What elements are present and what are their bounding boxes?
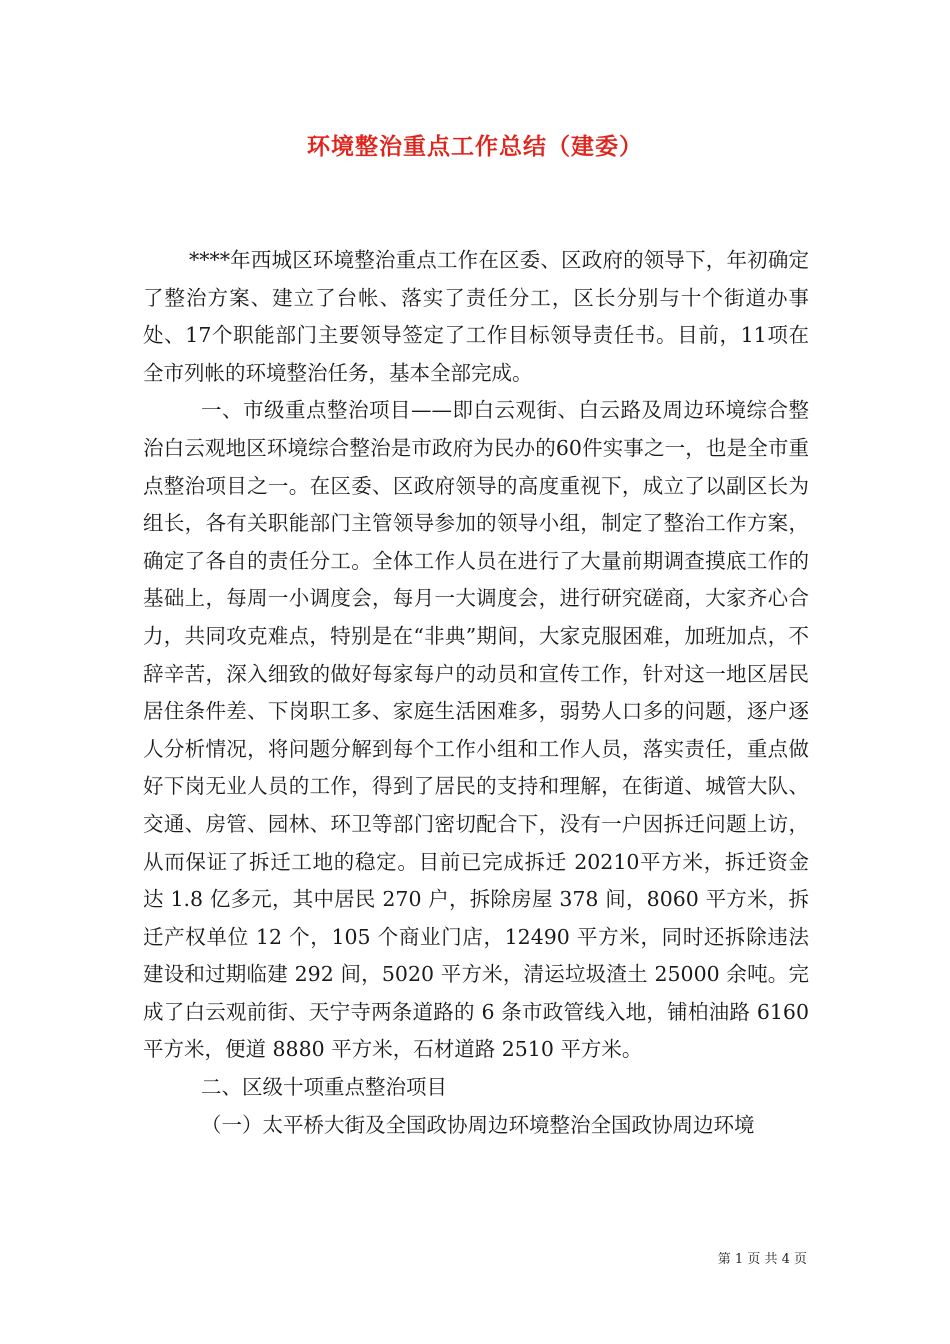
paragraph-intro: ****年西城区环境整治重点工作在区委、区政府的领导下，年初确定了整治方案、建立了台帐、落实了责任分工，区长分别与十个街道办事处、17个职能部门主要领导签定了工作目标领导责任书。目前，11项在全市列帐的环境整治任务，基本全部完成。	[143, 248, 809, 385]
page-number-footer: 第 1 页 共 4 页	[717, 1252, 807, 1267]
paragraph-subsection-1: （一）太平桥大街及全国政协周边环境整治全国政协周边环境	[201, 1112, 755, 1137]
document-body	[143, 242, 809, 1144]
paragraph-section-1: 一、市级重点整治项目——即白云观街、白云路及周边环境综合整治白云观地区环境综合整治是市政府为民办的60件实事之一，也是全市重点整治项目之一。在区委、区政府领导的高度重视下，成立了以副区长为组长，各有关职能部门主管领导参加的领导小组，制定了整治工作方案，确定了各自的责任分工。全体工作人员在进行了大量前期调查摸底工作的基础上，每周一小调度会，每月一大调度会，进行研究磋商，大家齐心合力，共同攻克难点，特别是在“非典”期间，大家克服困难，加班加点，不辞辛苦，深入细致的做好每家每户的动员和宣传工作，针对这一地区居民居住条件差、下岗职工多、家庭生活困难多，弱势人口多的问题，逐户逐人分析情况，将问题分解到每个工作小组和工作人员，落实责任，重点做好下岗无业人员的工作，得到了居民的支持和理解，在街道、城管大队、交通、房管、园林、环卫等部门密切配合下，没有一户因拆迁问题上访，从而保证了拆迁工地的稳定。目前已完成拆迁 20210平方米，拆迁资金达 1.8 亿多元，其中居民 270 户，拆除房屋 378 间，8060 平方米，拆迁产权单位 12 个，105 个商业门店，12490 平方米，同时还拆除违法建设和过期临建 292 间，5020 平方米，清运垃圾渣土 25000 余吨。完成了白云观前街、天宁寺两条道路的 6 条市政管线入地，铺柏油路 6160 平方米，便道 8880 平方米，石材道路 2510 平方米。	[143, 398, 809, 1062]
document-title: 环境整治重点工作总结（建委）	[307, 133, 643, 160]
paragraph-section-2-heading: 二、区级十项重点整治项目	[201, 1075, 447, 1100]
